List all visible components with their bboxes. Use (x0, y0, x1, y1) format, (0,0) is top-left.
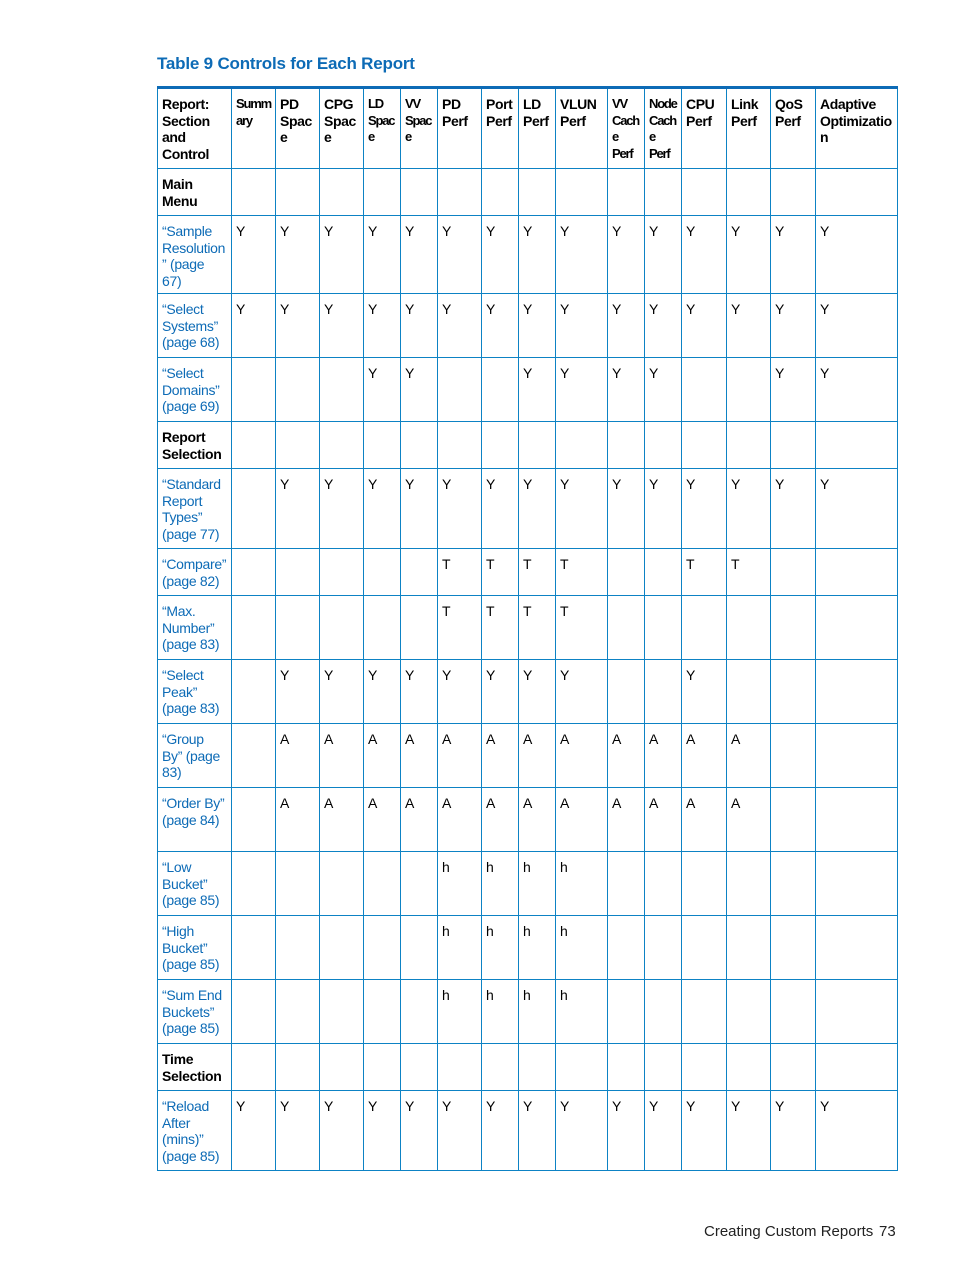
table-row (158, 169, 898, 216)
value-cell: h (519, 980, 556, 1044)
value-cell (771, 1044, 816, 1091)
value-cell: Y (276, 216, 320, 294)
value-cell: A (276, 788, 320, 852)
column-header: PD Space (276, 88, 320, 169)
value-cell (682, 916, 727, 980)
value-cell (816, 852, 898, 916)
value-cell (727, 980, 771, 1044)
value-cell: Y (482, 216, 519, 294)
value-cell: A (438, 788, 482, 852)
value-cell: Y (645, 216, 682, 294)
value-cell (482, 1044, 519, 1091)
value-cell: Y (727, 216, 771, 294)
value-cell: A (364, 724, 401, 788)
value-cell (816, 596, 898, 660)
value-cell: A (276, 724, 320, 788)
value-cell: Y (556, 660, 608, 724)
value-cell (816, 788, 898, 852)
column-header: QoS Perf (771, 88, 816, 169)
control-link[interactable]: “Order By” (page 84) (158, 788, 232, 852)
section-label: Report Selection (158, 422, 232, 469)
value-cell (608, 596, 645, 660)
value-cell: Y (438, 469, 482, 549)
value-cell: Y (232, 1091, 276, 1171)
value-cell (771, 916, 816, 980)
value-cell: A (519, 788, 556, 852)
value-cell: A (608, 724, 645, 788)
value-cell (682, 1044, 727, 1091)
value-cell (727, 916, 771, 980)
value-cell (727, 1044, 771, 1091)
value-cell (682, 169, 727, 216)
value-cell: A (401, 724, 438, 788)
column-header: Link Perf (727, 88, 771, 169)
value-cell: Y (276, 1091, 320, 1171)
value-cell (232, 422, 276, 469)
value-cell (438, 1044, 482, 1091)
value-cell (232, 660, 276, 724)
value-cell: A (482, 788, 519, 852)
column-header: Port Perf (482, 88, 519, 169)
value-cell: Y (645, 469, 682, 549)
value-cell (364, 422, 401, 469)
value-cell: A (482, 724, 519, 788)
value-cell: A (682, 788, 727, 852)
value-cell (320, 549, 364, 596)
value-cell (645, 852, 682, 916)
value-cell (320, 596, 364, 660)
value-cell (401, 549, 438, 596)
value-cell: A (556, 788, 608, 852)
value-cell: Y (519, 358, 556, 422)
value-cell (232, 549, 276, 596)
value-cell: Y (401, 358, 438, 422)
value-cell (401, 1044, 438, 1091)
value-cell (771, 596, 816, 660)
value-cell: Y (727, 294, 771, 358)
value-cell: Y (482, 469, 519, 549)
value-cell: Y (645, 358, 682, 422)
value-cell (608, 660, 645, 724)
value-cell (401, 596, 438, 660)
value-cell (320, 1044, 364, 1091)
value-cell (401, 422, 438, 469)
value-cell (232, 724, 276, 788)
table-row (158, 980, 898, 1044)
value-cell (320, 422, 364, 469)
value-cell (438, 422, 482, 469)
column-header: LD Space (364, 88, 401, 169)
value-cell: Y (320, 1091, 364, 1171)
column-header: Report: Section and Control (158, 88, 232, 169)
value-cell (232, 469, 276, 549)
value-cell: Y (727, 1091, 771, 1171)
value-cell: Y (608, 358, 645, 422)
value-cell: Y (364, 358, 401, 422)
value-cell (276, 596, 320, 660)
value-cell: T (556, 549, 608, 596)
control-link[interactable]: “High Bucket” (page 85) (158, 916, 232, 980)
value-cell: A (556, 724, 608, 788)
value-cell (364, 549, 401, 596)
value-cell: Y (232, 216, 276, 294)
value-cell (608, 916, 645, 980)
value-cell: T (519, 596, 556, 660)
value-cell (608, 852, 645, 916)
value-cell (519, 422, 556, 469)
value-cell: Y (519, 469, 556, 549)
value-cell (364, 596, 401, 660)
value-cell (771, 169, 816, 216)
value-cell: Y (364, 469, 401, 549)
value-cell: Y (320, 216, 364, 294)
value-cell (232, 916, 276, 980)
value-cell: T (556, 596, 608, 660)
control-link[interactable]: “Sample Resolution” (page 67) (158, 216, 232, 294)
value-cell (320, 980, 364, 1044)
value-cell (438, 169, 482, 216)
value-cell: h (438, 980, 482, 1044)
value-cell: Y (401, 1091, 438, 1171)
control-link[interactable]: “Select Systems” (page 68) (158, 294, 232, 358)
value-cell (682, 980, 727, 1044)
column-header: LD Perf (519, 88, 556, 169)
value-cell: h (556, 980, 608, 1044)
value-cell: A (519, 724, 556, 788)
value-cell (232, 788, 276, 852)
value-cell: Y (682, 660, 727, 724)
value-cell (232, 358, 276, 422)
table-row (158, 852, 898, 916)
value-cell: Y (771, 358, 816, 422)
value-cell: A (727, 724, 771, 788)
value-cell (482, 358, 519, 422)
value-cell: Y (816, 358, 898, 422)
value-cell: Y (320, 660, 364, 724)
value-cell: A (727, 788, 771, 852)
control-link[interactable]: “Sum End Buckets” (page 85) (158, 980, 232, 1044)
value-cell: A (320, 788, 364, 852)
value-cell: Y (771, 1091, 816, 1171)
value-cell (276, 358, 320, 422)
control-link[interactable]: “Standard Report Types” (page 77) (158, 469, 232, 549)
page-number: 73 (879, 1223, 896, 1240)
value-cell (682, 596, 727, 660)
value-cell (645, 422, 682, 469)
value-cell (771, 660, 816, 724)
value-cell: Y (771, 294, 816, 358)
value-cell (519, 1044, 556, 1091)
value-cell: T (438, 596, 482, 660)
value-cell (816, 916, 898, 980)
table-body (158, 169, 898, 1171)
value-cell: h (519, 916, 556, 980)
value-cell (727, 852, 771, 916)
value-cell: Y (608, 1091, 645, 1171)
control-link[interactable]: “Select Peak” (page 83) (158, 660, 232, 724)
value-cell (682, 422, 727, 469)
control-link[interactable]: “Select Domains” (page 69) (158, 358, 232, 422)
value-cell: A (645, 788, 682, 852)
value-cell: Y (682, 1091, 727, 1171)
value-cell: h (482, 980, 519, 1044)
table-row (158, 1091, 898, 1171)
table-row (158, 294, 898, 358)
value-cell: Y (771, 216, 816, 294)
value-cell: Y (438, 294, 482, 358)
value-cell: Y (276, 469, 320, 549)
value-cell: Y (816, 469, 898, 549)
value-cell (364, 169, 401, 216)
value-cell: Y (438, 660, 482, 724)
value-cell (364, 980, 401, 1044)
column-header: VV Cache Perf (608, 88, 645, 169)
value-cell (401, 169, 438, 216)
value-cell (556, 1044, 608, 1091)
value-cell: Y (438, 1091, 482, 1171)
value-cell: Y (556, 294, 608, 358)
value-cell (727, 422, 771, 469)
value-cell: h (482, 916, 519, 980)
value-cell (771, 549, 816, 596)
value-cell: A (682, 724, 727, 788)
table-row (158, 1044, 898, 1091)
value-cell (608, 1044, 645, 1091)
value-cell: A (320, 724, 364, 788)
value-cell (232, 1044, 276, 1091)
value-cell: T (482, 549, 519, 596)
control-link[interactable]: “Group By” (page 83) (158, 724, 232, 788)
value-cell: Y (320, 294, 364, 358)
value-cell (727, 358, 771, 422)
value-cell (401, 916, 438, 980)
value-cell (276, 169, 320, 216)
table-row (158, 916, 898, 980)
value-cell (727, 660, 771, 724)
value-cell (816, 169, 898, 216)
value-cell (608, 422, 645, 469)
value-cell: Y (519, 294, 556, 358)
value-cell: Y (816, 216, 898, 294)
value-cell (519, 169, 556, 216)
value-cell: h (556, 916, 608, 980)
value-cell: h (438, 852, 482, 916)
value-cell (645, 169, 682, 216)
table-row (158, 358, 898, 422)
table-row (158, 660, 898, 724)
column-header: Summary (232, 88, 276, 169)
value-cell (482, 422, 519, 469)
value-cell (364, 852, 401, 916)
value-cell (482, 169, 519, 216)
value-cell (645, 916, 682, 980)
value-cell (816, 549, 898, 596)
value-cell: T (482, 596, 519, 660)
value-cell: Y (482, 660, 519, 724)
value-cell: h (556, 852, 608, 916)
value-cell: Y (682, 294, 727, 358)
value-cell (232, 852, 276, 916)
value-cell (276, 549, 320, 596)
value-cell (645, 549, 682, 596)
value-cell: Y (482, 1091, 519, 1171)
value-cell: A (645, 724, 682, 788)
value-cell: Y (727, 469, 771, 549)
value-cell: A (608, 788, 645, 852)
value-cell: Y (482, 294, 519, 358)
value-cell (816, 422, 898, 469)
header-row (158, 88, 898, 169)
controls-table (157, 86, 898, 1171)
value-cell (320, 169, 364, 216)
value-cell (276, 916, 320, 980)
value-cell (645, 596, 682, 660)
value-cell: Y (556, 216, 608, 294)
value-cell: Y (556, 469, 608, 549)
section-label: Time Selection (158, 1044, 232, 1091)
value-cell: Y (364, 216, 401, 294)
value-cell: Y (519, 1091, 556, 1171)
value-cell (771, 852, 816, 916)
value-cell: h (438, 916, 482, 980)
value-cell: Y (438, 216, 482, 294)
value-cell: Y (682, 216, 727, 294)
value-cell: Y (401, 660, 438, 724)
value-cell: A (364, 788, 401, 852)
value-cell (232, 596, 276, 660)
column-header: Adaptive Optimization (816, 88, 898, 169)
value-cell: Y (556, 358, 608, 422)
table-row (158, 469, 898, 549)
value-cell: Y (232, 294, 276, 358)
value-cell: Y (645, 1091, 682, 1171)
value-cell (232, 980, 276, 1044)
control-link[interactable]: “Reload After (mins)” (page 85) (158, 1091, 232, 1171)
value-cell: Y (364, 1091, 401, 1171)
value-cell: Y (320, 469, 364, 549)
value-cell: Y (401, 294, 438, 358)
value-cell: Y (276, 294, 320, 358)
table-row (158, 549, 898, 596)
control-link[interactable]: “Max. Number” (page 83) (158, 596, 232, 660)
value-cell: T (727, 549, 771, 596)
value-cell: h (519, 852, 556, 916)
value-cell: Y (645, 294, 682, 358)
table-row (158, 788, 898, 852)
value-cell (556, 422, 608, 469)
table-caption: Table 9 Controls for Each Report (157, 54, 415, 73)
value-cell (645, 660, 682, 724)
value-cell (276, 422, 320, 469)
column-header: Node Cache Perf (645, 88, 682, 169)
footer-section-title: Creating Custom Reports (704, 1223, 874, 1240)
value-cell (556, 169, 608, 216)
value-cell (682, 852, 727, 916)
value-cell: Y (608, 469, 645, 549)
value-cell (364, 916, 401, 980)
value-cell: Y (771, 469, 816, 549)
table-row (158, 422, 898, 469)
value-cell: Y (364, 294, 401, 358)
value-cell (816, 1044, 898, 1091)
value-cell (727, 596, 771, 660)
column-header: CPG Space (320, 88, 364, 169)
value-cell (364, 1044, 401, 1091)
control-link[interactable]: “Low Bucket” (page 85) (158, 852, 232, 916)
value-cell (608, 549, 645, 596)
value-cell (645, 980, 682, 1044)
value-cell: Y (276, 660, 320, 724)
column-header: PD Perf (438, 88, 482, 169)
value-cell: A (438, 724, 482, 788)
value-cell (320, 852, 364, 916)
value-cell (816, 660, 898, 724)
value-cell (276, 1044, 320, 1091)
value-cell: T (438, 549, 482, 596)
value-cell (771, 422, 816, 469)
value-cell (320, 916, 364, 980)
value-cell (608, 169, 645, 216)
column-header: VV Space (401, 88, 438, 169)
value-cell: A (401, 788, 438, 852)
value-cell (320, 358, 364, 422)
value-cell (816, 980, 898, 1044)
column-header: CPU Perf (682, 88, 727, 169)
value-cell: Y (816, 294, 898, 358)
table-row (158, 724, 898, 788)
control-link[interactable]: “Compare” (page 82) (158, 549, 232, 596)
value-cell (816, 724, 898, 788)
value-cell: Y (556, 1091, 608, 1171)
value-cell (438, 358, 482, 422)
value-cell: Y (608, 294, 645, 358)
value-cell: Y (682, 469, 727, 549)
value-cell: Y (519, 216, 556, 294)
section-label: Main Menu (158, 169, 232, 216)
value-cell (232, 169, 276, 216)
value-cell: Y (401, 469, 438, 549)
column-header: VLUN Perf (556, 88, 608, 169)
value-cell (682, 358, 727, 422)
value-cell (771, 980, 816, 1044)
value-cell (401, 852, 438, 916)
value-cell: h (482, 852, 519, 916)
value-cell: Y (364, 660, 401, 724)
value-cell (276, 852, 320, 916)
value-cell (771, 788, 816, 852)
value-cell: T (682, 549, 727, 596)
value-cell (608, 980, 645, 1044)
value-cell: Y (816, 1091, 898, 1171)
value-cell: T (519, 549, 556, 596)
value-cell: Y (401, 216, 438, 294)
table-row (158, 216, 898, 294)
value-cell: Y (608, 216, 645, 294)
value-cell: Y (519, 660, 556, 724)
value-cell (276, 980, 320, 1044)
value-cell (645, 1044, 682, 1091)
value-cell (727, 169, 771, 216)
table-row (158, 596, 898, 660)
value-cell (771, 724, 816, 788)
value-cell (401, 980, 438, 1044)
